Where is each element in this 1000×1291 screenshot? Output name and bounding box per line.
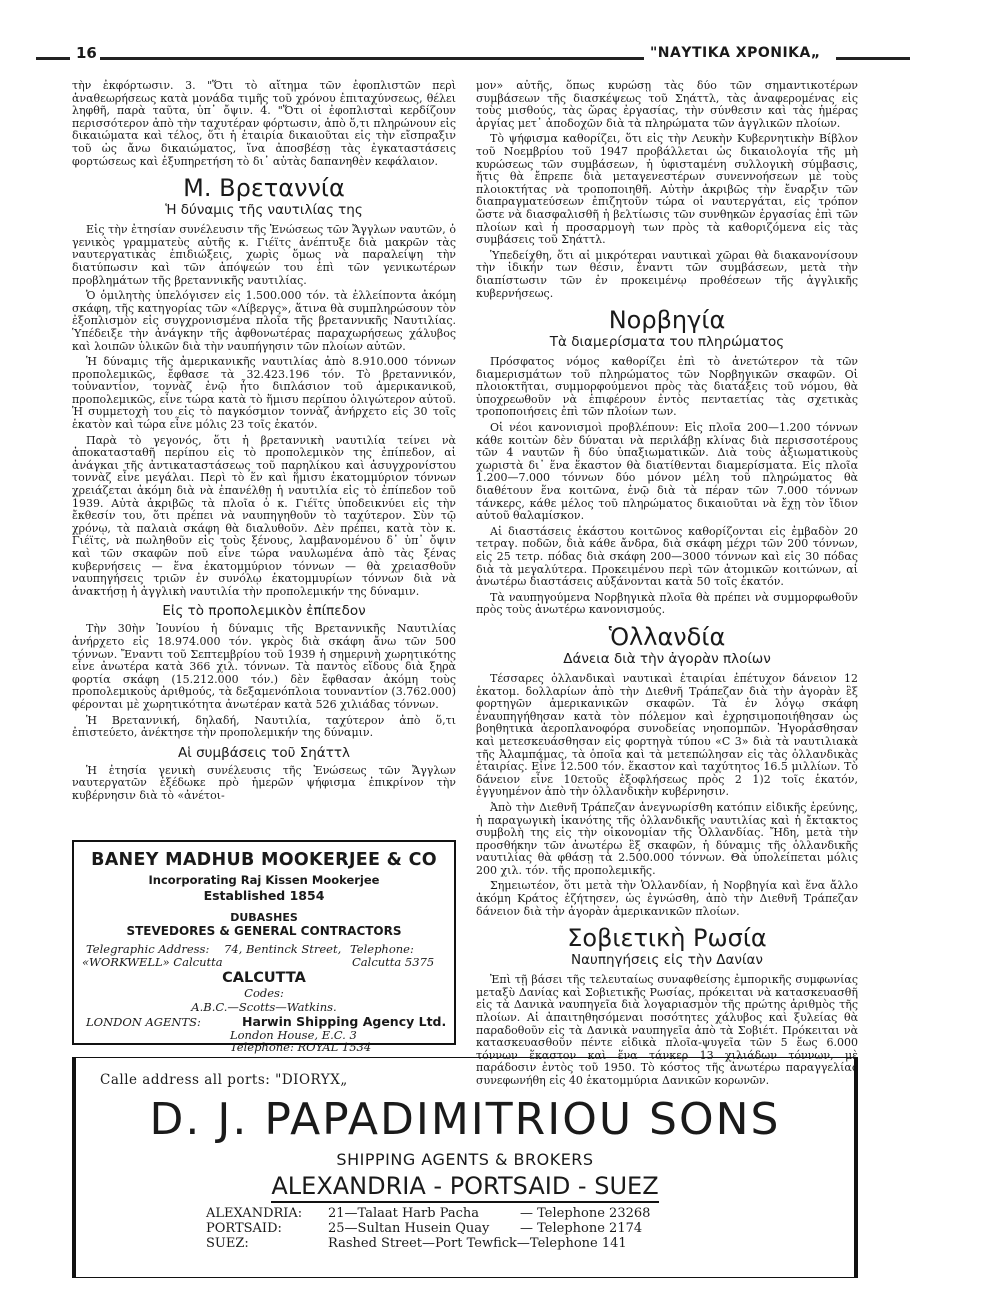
ad-telegraphic-value: «WORKWELL» Calcutta [82,955,223,969]
ad-london-house: London House, E.C. 3 [230,1028,357,1042]
ad-stevedores: STEVEDORES & GENERAL CONTRACTORS [126,924,402,938]
ad2-cities [76,1172,854,1200]
paragraph: Παρὰ τὸ γεγονός, ὅτι ἡ βρεταννικὴ ναυτιλία τείνει νὰ ἀποκατασταθῆ περίπου εἰς τὸ προπολεμικὸν της ἐπίπεδον, αἱ ἀνάγκαι τῆς ἀντικαταστάσεως τοῦ παρηλίκου καὶ ἀσυγχρονίστου τοννὰζ εἶνε μεγάλαι. Περὶ τὸ ἕν καὶ ἥμισυ ἑκατομμύριον τόννων χρειάζεται ἀκόμη διὰ νὰ ἐπανέλθῃ ἡ ναυτιλία εἰς τὸ ἐπίπεδον τοῦ 1939. Αὐτὰ ἀκριβῶς τὰ πλοῖα ὁ κ. Γιέϊτς ὑποδεικνύει εἰς τὴν ἔκθεσίν του, ὅτι πρέπει νὰ ναυπηγηθοῦν τὸ ταχύτερον. Σὺν τῷ χρόνῳ, τὰ παλαιὰ σκάφη θὰ διαλυθοῦν. Δὲν πρέπει, κατὰ τὸν κ. Γιέϊτς, νὰ πωληθοῦν εἰς τοὺς ξένους, λαμβανομένου δ᾽ ὑπ᾽ ὄψιν καὶ τῶν σκαφῶν ποῦ εἶνε τώρα ναυλωμένα ἀπὸ τὰς ξένας κυβερνήσεις — ἕνα ἑκατομμύριον τόννων — θὰ χρειασθοῦν ναυπηγήσεις τριῶν ἐν συνόλῳ ἑκατομμυρίων τόννων διὰ νὰ ἀνακτήσῃ ἡ ἀγγλικὴ ναυτιλία τὴν προπολεμικήν της δύναμιν. [72,433,456,598]
paragraph: Πρόσφατος νόμος καθορίζει ἐπὶ τὸ ἀνετώτερον τὰ τῶν διαμερισμάτων τοῦ πληρώματος τῶν Νορβηγικῶν σκαφῶν. Οἱ πλοιοκτῆται, συμμορφούμενοι πρὸς τὰς διατάξεις τοῦ νόμου, θὰ ὑποχρεωθοῦν νὰ ἐπιφέρουν ἐντὸς πενταετίας τὰς σχετικὰς τροποποιήσεις ἐπὶ τῶν πλοίων των. [476,355,858,419]
paragraph: Τὰ ναυπηγούμενα Νορβηγικὰ πλοῖα θὰ πρέπει νὰ συμμορφωθοῦν πρὸς τοὺς ἀνωτέρω κανονισμούς. [476,590,858,617]
paragraph: Ἡ ἐτησία γενικὴ συνέλευσις τῆς Ἑνώσεως τῶν Ἄγγλων ναυτεργατῶν ἐξέδωκε πρὸ ἡμερῶν ψήφισμα ἐπικρίνον τὴν κυβέρνησιν διὰ τὸ «ἀνέτοι- [72,763,456,802]
paragraph: Αἱ διαστάσεις ἑκάστου κοιτῶνος καθορίζονται εἰς ἐμβαδὸν 20 τετραγ. ποδῶν, διὰ κάθε ἄνδρα, διὰ σκάφη μέχρι τῶν 200 τόννων, εἰς 25 τετρ. πόδας διὰ σκάφη 200—3000 τόννων καὶ εἰς 30 πόδας διὰ τὰ μεγαλύτερα. Προκειμένου περὶ τῶν ἀτομικῶν κοιτώνων, αἱ ἀνωτέρω διαστάσεις αὐξάνονται κατὰ 50 τοῖς ἑκατόν. [476,524,858,589]
ad2-city: PORTSAID: [206,1221,282,1236]
section-subheading-norway: Τὰ διαμερίσματα του πληρώματος [549,334,785,351]
ad-london-agency: Harwin Shipping Agency Ltd. [242,1014,447,1029]
intro-paragraph: τὴν ἐκφόρτωσιν. 3. "Ὅτι τὸ αἴτημα τῶν ἐφοπλιστῶν περὶ ἀναθεωρήσεως κατὰ μονάδα τιμῆς τοῦ χρόνου ἐπιταχύνσεως, θέλει ληφθῆ, παρὰ ταῦτα, ὑπ᾽ ὄψιν. 4. "Ὅτι οἱ ἐφοπλισταὶ κερδίζουν περισσότερον ἀπὸ τὴν ταχυτέραν φόρτωσιν, ἀπὸ ὅ,τι πληρώνουν εἰς δικαιώματα καὶ τέλος, ὅτι ἡ ἑταιρία δικαιοῦται εἰς τὴν εἴσπραξιν τοῦ ὡς ἄνω δικαιώματος, ἵνα ἀποσβέσῃ τὰς ἐγκαταστάσεις φορτώσεως καὶ ἐξυπηρετήση τὸ δι᾽ αὐτὰς δαπανηθὲν κεφάλαιον. [72,79,456,168]
page-number: 16 [76,44,97,62]
header-rule-left [36,57,70,60]
section-subheading-soviet-russia: Ναυπηγήσεις εἰς τὴν Δανίαν [571,952,763,969]
paragraph: Ὑπεδείχθη, ὅτι αἱ μικρότεραι ναυτικαὶ χῶραι θὰ διακανονίσουν τὴν ἰδικήν των θέσιν, ἔναντι τῶν συμβάσεων, μετὰ τὴν διαπίστωσιν τῶν ἐν προκειμένῳ προθέσεων τῆς ἀγγλικῆς κυβερνήσεως. [476,248,858,300]
journal-title: "ΝΑΥΤΙΚΑ ΧΡΟΝΙΚΑ„ [650,45,821,61]
ad2-address: 25—Sultan Husein Quay [328,1221,490,1236]
paragraph: Ὁ ὁμιλητὴς ὑπελόγισεν εἰς 1.500.000 τόν. τὰ ἐλλείποντα ἀκόμη σκάφη, τῆς κατηγορίας τῶν «Λίβεργς», ἅτινα θὰ συμπληρώσουν τὸν ἐξοπλισμὸν εἰς συγχρονισμένα πλοῖα τῆς βρεταννικῆς Ναυτιλίας. Ὑπέδειξε τὴν ἀνάγκην τῆς ἀφθονωτέρας παραχωρήσεως χάλυβος καὶ λοιπῶν ὑλικῶν διὰ τὴν ναυπήγησιν τῶν πλοίων αὐτῶν. [72,289,456,353]
ad-dubashes: DUBASHES [230,911,298,924]
paragraph: μον» αὐτῆς, ὅπως κυρώσῃ τὰς δύο τῶν σημαντικοτέρων συμβάσεων τῆς διασκέψεως τοῦ Σηάττλ, τὰς ἀναφερομένας εἰς τοὺς μισθούς, τὰς ὥρας ἐργασίας, τὴν σύνθεσιν καὶ τὰς ἡμέρας ἀργίας μετ᾽ ἀποδοχῶν διὰ τὰ πληρώματα τῶν ἀγγλικῶν πλοίων. [476,79,858,130]
ad2-address-row [206,1206,766,1221]
paragraph: Σημειωτέον, ὅτι μετὰ τὴν Ὁλλανδίαν, ἡ Νορβηγία καὶ ἕνα ἄλλο ἀκόμη Κράτος ἐζήτησεν, ὡς ἐγνώσθη, ἀπὸ τὴν Διεθνῆ Τράπεζαν δάνειον διὰ τὴν ἀγορὰν ἀμερικανικῶν πλοίων. [476,879,858,918]
ad2-address: 21—Talaat Harb Pacha [328,1206,480,1221]
paragraph: Ἡ δύναμις τῆς ἀμερικανικῆς ναυτιλίας ἀπὸ 8.910.000 τόννων προπολεμικῶς, ἔφθασε τὰ 32.423.196 τόν. Τὸ βρεταννικόν, τοὐναντίον, τοννὰζ ἐνῷ ἦτο διπλάσιον τοῦ ἀμερικανικοῦ, προπολεμικῶς, εἶνε τώρα κατὰ τὸ ἥμισυ περίπου ὀλιγώτερον αὐτοῦ. Ἡ συμμετοχὴ του εἰς τὸ παγκόσμιον τοννὰζ ἀνήρχετο εἰς 30 τοῖς ἑκατὸν καὶ τώρα εἶνε μόλις 23 τοῖς ἑκατόν. [72,355,456,432]
ad2-telephone: — Telephone 2174 [520,1221,643,1236]
ad2-company-name: D. J. PAPADIMITRIOU SONS [149,1094,781,1145]
ad-telephone-label: Telephone: [350,942,414,956]
section-heading-norway: Νορβηγία [608,306,726,335]
section-subheading-netherlands: Δάνεια διὰ τὴν ἀγορὰν πλοίων [563,650,771,667]
advertisement-papadimitriou [72,1057,858,1278]
ad2-city: SUEZ: [206,1236,249,1251]
paragraph: Τὸ ψήφισμα καθορίζει, ὅτι εἰς τὴν Λευκὴν Κυβερνητικὴν Βίβλον τοῦ Νοεμβρίου τοῦ 1947 προβάλλεται ὡς δικαιολογία τῆς μὴ κυρώσεως τῶν συμβάσεων, ἡ ὑφισταμένη συλλογικὴ σύμβασις, ἥτις θὰ ἔπρεπε διὰ μεταγενεστέρων συνεννοήσεων μὲ τοὺς πλοιοκτήτας νὰ τροποποιηθῆ. Αὐτὴν ἀκριβῶς τὴν ἔναρξιν τῶν διαπραγματεύσεων ἐπιζητοῦν τώρα οἱ ναυτεργάται, εἰς τρόπον ὥστε νὰ διασφαλισθῆ ἡ βελτίωσις τῶν συνθηκῶν ἐργασίας ἐπὶ τῶν πλοίων καὶ ἡ προσαρμογὴ των πρὸς τὰ καθοριζόμενα εἰς τὰς συμβάσεις τοῦ Σηάττλ. [476,132,858,247]
section-heading-soviet-russia: Σοβιετικὴ Ρωσία [567,924,767,953]
ad-contact-grid [74,942,454,968]
ad-codes-label: Codes: [244,986,284,1000]
ad-established: Established 1854 [203,888,325,903]
ad-telephone-value: Calcutta 5375 [352,955,435,969]
ad-london-phone: Telephone: ROYAL 1534 [230,1040,372,1054]
ad-telegraphic-label: Telegraphic Address: [86,942,210,956]
paragraph: Ἐπὶ τῇ βάσει τῆς τελευταίως συναφθείσης ἐμπορικῆς συμφωνίας μεταξὺ Δανίας καὶ Σοβιετικῆς Ρωσίας, πρόκειται νὰ κατασκευασθῆ εἰς τὰ Δανικὰ ναυπηγεῖα διὰ λογαριασμὸν τῆς πρώτης ἀριθμὸς τῆς πλοίων. Αἱ ἀπαιτηθησόμεναι ποσότητες χάλυβος καὶ ξυλείας θὰ παραδοθοῦν εἰς τὰ Δανικὰ ναυπηγεῖα ἀπὸ τὰ Σοβιέτ. Πρόκειται νὰ κατασκευασθοῦν πέντε εἰδικὰ πλοῖα-ψυγεῖα τῶν 5 ἕως 6.000 τόννων ἕκαστον καὶ ἕνα τάνκερ 13 χιλιάδων τόννων, μὲ παράδοσιν ἐντὸς τοῦ 1950. Τὸ κόστος τῆς ἀνωτέρω παραγγελίας συνεφωνήθη εἰς 40 ἑκατομμύρια Δανικῶν κορωνῶν. [476,973,858,1087]
ad-london-label: LONDON AGENTS: [86,1015,201,1029]
ad2-cable-address: Calle address all ports: "DIORYX„ [100,1072,348,1088]
paragraph: Οἱ νέοι κανονισμοὶ προβλέπουν: Εἰς πλοῖα 200—1.200 τόννων κάθε κοιτὼν δὲν δύναται νὰ περιλάβῃ κλίνας διὰ περισσοτέρους τῶν 4 ναυτῶν ἢ δύο ὑπαξιωματικῶν. Διὰ τοὺς ἀξιωματικοὺς χωριστὰ δι᾽ ἕνα ἕκαστον θὰ διατίθενται διαμερίσματα. Εἰς πλοῖα 1.200—7.000 τόννων δύο μόνον μέλη τοῦ πληρώματος θὰ διαθέτουν ἕνα κοιτῶνα, ἐνῷ διὰ τὰ πέραν τῶν 7.000 τόννων τάνκερς, κάθε μέλος τοῦ πληρώματος δικαιοῦται νὰ ἔχῃ τὸν ἴδιον αὐτοῦ θαλαμίσκον. [476,421,858,523]
paragraph: Ἡ Βρεταννική, δηλαδή, Ναυτιλία, ταχύτερον ἀπὸ ὅ,τι ἐπιστεύετο, ἀνέκτησε τὴν προπολεμικήν της δύναμιν. [72,713,456,740]
ad2-address-row [206,1236,766,1251]
ad-company-name: BANEY MADHUB MOOKERJEE & CO [91,850,437,870]
advertisement-baney-madhub [72,840,456,1054]
ad2-address-row [206,1221,766,1236]
ad2-address: Rashed Street—Port Tewfick—Telephone 141 [328,1236,627,1251]
ad-city: CALCUTTA [222,970,306,986]
left-column [72,80,456,806]
ad2-city: ALEXANDRIA: [206,1206,303,1221]
paragraph: Τέσσαρες ὁλλανδικαὶ ναυτικαὶ ἑταιρίαι ἐπέτυχον δάνειον 12 ἑκατομ. δολλαρίων ἀπὸ τὴν Διεθνῆ Τράπεζαν διὰ τὴν ἀγορὰν ἓξ φορτηγῶν ἀμερικανικῶν σκαφῶν. Τὰ ἐν λόγῳ σκάφη ἐναυπηγήθησαν κατὰ τὸν πόλεμον καὶ ἐχρησιμοποιήθησαν ὡς βοηθητικὰ ἀεροπλανοφόρα συνοδείας νηοπομπῶν. Ἡγοράσθησαν καὶ μετεσκευάσθησαν εἰς φορτηγὰ τύπου «C 3» διὰ τὰ ναυτιλιακὰ τῆς Ἀλαμπάμας, τὰ ὁποῖα καὶ τὰ μετεπώλησαν εἰς τὰς ὁλλανδικὰς ἑταιρίας. Εἶνε 12.500 τόν. ἕκαστον καὶ ταχύτητος 16.5 μιλλίων. Τὸ δάνειον εἶνε 10ετοῦς ἐξοφλήσεως πρὸς 2 1)2 τοῖς ἑκατόν, ἐγγυημένον ἀπὸ τὴν ὁλλανδικὴν κυβέρνησιν. [476,671,858,799]
header-rule-middle [100,57,644,60]
ad2-shipping-agents: SHIPPING AGENTS & BROKERS [336,1150,594,1169]
ad-incorporating: Incorporating Raj Kissen Mookerjee [148,873,380,887]
paragraph: Τὴν 30ὴν Ἰουνίου ἡ δύναμις τῆς Βρεταννικῆς Ναυτιλίας ἀνήρχετο εἰς 18.974.000 τόν. γκρὸς διὰ σκάφη ἄνω τῶν 500 τόννων. Ἔναντι τοῦ Σεπτεμβρίου τοῦ 1939 ἡ σημερινὴ χωρητικότης εἶνε ἀνωτέρα κατὰ 366 χιλ. τόννων. Τὰ παντὸς εἴδους διὰ ξηρὰ φορτία σκάφη (15.212.000 τόν.) δὲν ἔφθασαν ἀκόμη τοὺς προπολεμικοὺς ἀριθμούς, τὰ δεξαμενόπλοια τουναντίον (3.762.000) φέρονται μὲ χωρητικότητα ἀνωτέραν κατὰ 526 χιλιάδας τόννων. [72,622,456,711]
page-header [36,44,910,70]
section-heading-netherlands: Ὁλλανδία [608,622,726,651]
ad2-cities-text: ALEXANDRIA - PORTSAID - SUEZ [271,1172,658,1203]
subheading-prewar-level: Εἰς τὸ προπολεμικὸν ἐπίπεδον [162,603,366,620]
ad2-telephone: — Telephone 23268 [520,1206,651,1221]
ad-london-agents [74,1014,454,1054]
ad2-address-list [206,1206,766,1251]
header-rule-right [836,57,910,60]
right-column [476,80,858,1091]
ad-codes: A.B.C.—Scotts—Watkins. [191,1000,337,1014]
section-subheading-britain: Ἡ δύναμις τῆς ναυτιλίας της [165,202,363,219]
section-heading-britain: Μ. Βρεταννία [183,174,345,203]
paragraph: Ἀπὸ τὴν Διεθνῆ Τράπεζαν ἀνεγνωρίσθη κατόπιν εἰδικῆς ἐρεύνης, ἡ παραγωγικὴ ἱκανότης τῆς ὁλλανδικῆς ναυτιλίας καὶ ἡ ἔκτακτος συμβολὴ της εἰς τὴν οἰκονομίαν τῆς Ὁλλανδίας. Ἤδη, μετὰ τὴν προσθήκην τῶν ἀνωτέρω ἓξ σκαφῶν, ἡ δύναμις τῆς ὁλλανδικῆς ναυτιλίας θὰ φθάσῃ τὰ 2.500.000 τόννων. Θὰ ὑπολείπεται μόλις 200 χιλ. τόν. τῆς προπολεμικῆς. [476,800,858,877]
subheading-seattle: Αἱ συμβάσεις τοῦ Σηάττλ [178,744,350,761]
paragraph: Εἰς τὴν ἐτησίαν συνέλευσιν τῆς Ἑνώσεως τῶν Ἄγγλων ναυτῶν, ὁ γενικὸς γραμματεὺς αὐτῆς κ. Γιέϊτς ἀνέπτυξε διὰ μακρῶν τὰς ναυτεργατικὰς ἐπιδιώξεις, χωρὶς ὅμως νὰ παραλείψη τὴν διατύπωσιν καὶ τῶν ἀπόψεών του ἐπὶ τῶν γενικωτέρων προβλημάτων τῆς βρεταννικῆς ναυτιλίας. [72,223,456,287]
ad-street: 74, Bentinck Street, [224,942,342,956]
